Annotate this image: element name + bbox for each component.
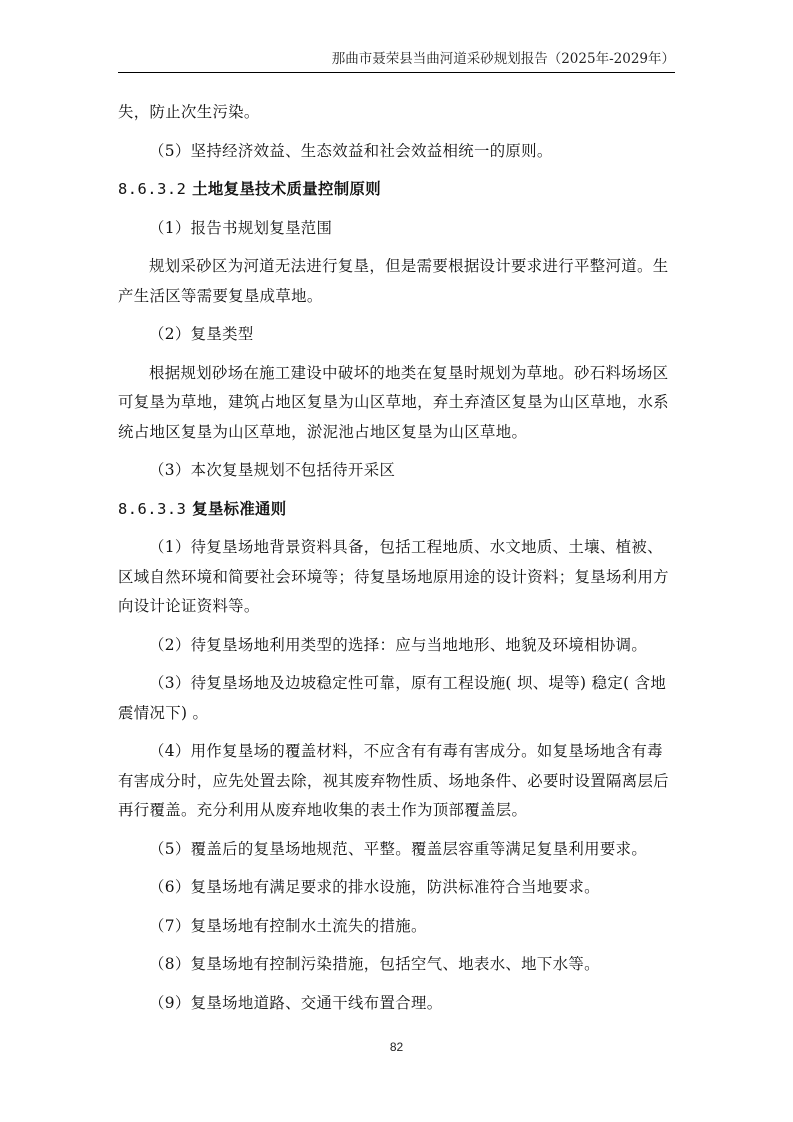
section-heading (118, 495, 675, 525)
paragraph: 规划采砂区为河道无法进行复垦，但是需要根据设计要求进行平整河道。生产生活区等需要复垦成草地。 (118, 257, 669, 305)
list-item: （1）报告书规划复垦范围 (149, 218, 333, 237)
list-item: （5）坚持经济效益、生态效益和社会效益相统一的原则。 (149, 141, 553, 160)
paragraph: 根据规划砂场在施工建设中破坏的地类在复垦时规划为草地。砂石料场场区可复垦为草地，建筑占地区复垦为山区草地，弃土弃渣区复垦为山区草地，水系统占地区复垦为山区草地，淤泥池占地区复垦为山区草地。 (118, 363, 669, 441)
paragraph: 失，防止次生污染。 (118, 103, 260, 121)
list-item: （4）用作复垦场的覆盖材料，不应含有有毒有害成分。如复垦场地含有毒有害成分时，应先处置去除，视其废弃物性质、场地条件、必要时设置隔离层后再行覆盖。充分利用从废弃地收集的表土作为顶部覆盖层。 (118, 742, 669, 819)
section-heading (118, 175, 675, 205)
list-item: （3）本次复垦规划不包括待开采区 (149, 461, 396, 479)
page-body (118, 98, 675, 1018)
section-title: 复垦标准通则 (192, 499, 287, 518)
list-item: （1）待复垦场地背景资料具备，包括工程地质、水文地质、土壤、植被、区域自然环境和简要社会环境等；待复垦场地原用途的设计资料；复垦场利用方向设计论证资料等。 (118, 538, 669, 615)
list-item: （8）复垦场地有控制污染措施，包括空气、地表水、地下水等。 (149, 955, 600, 973)
list-item: （3）待复垦场地及边坡稳定性可靠，原有工程设施( 坝、堤等) 稳定( 含地震情况下) 。 (118, 674, 667, 722)
list-item: （5）覆盖后的复垦场地规范、平整。覆盖层容重等满足复垦利用要求。 (149, 839, 648, 858)
list-item: （7）复垦场地有控制水土流失的措施。 (149, 916, 427, 935)
list-item: （9）复垦场地道路、交通干线布置合理。 (149, 993, 443, 1012)
page-number: 82 (389, 1040, 404, 1054)
section-number: 8.6.3.3 (118, 499, 187, 518)
list-item: （2）待复垦场地利用类型的选择：应与当地地形、地貌及环境相协调。 (149, 635, 648, 654)
section-number: 8.6.3.2 (118, 180, 187, 198)
list-item: （2）复垦类型 (149, 325, 254, 343)
header-rule (118, 72, 675, 73)
list-item: （6）复垦场地有满足要求的排水设施，防洪标准符合当地要求。 (149, 878, 600, 896)
section-title: 土地复垦技术质量控制原则 (192, 180, 381, 198)
running-header: 那曲市聂荣县当曲河道采砂规划报告（2025年-2029年） (331, 51, 675, 67)
